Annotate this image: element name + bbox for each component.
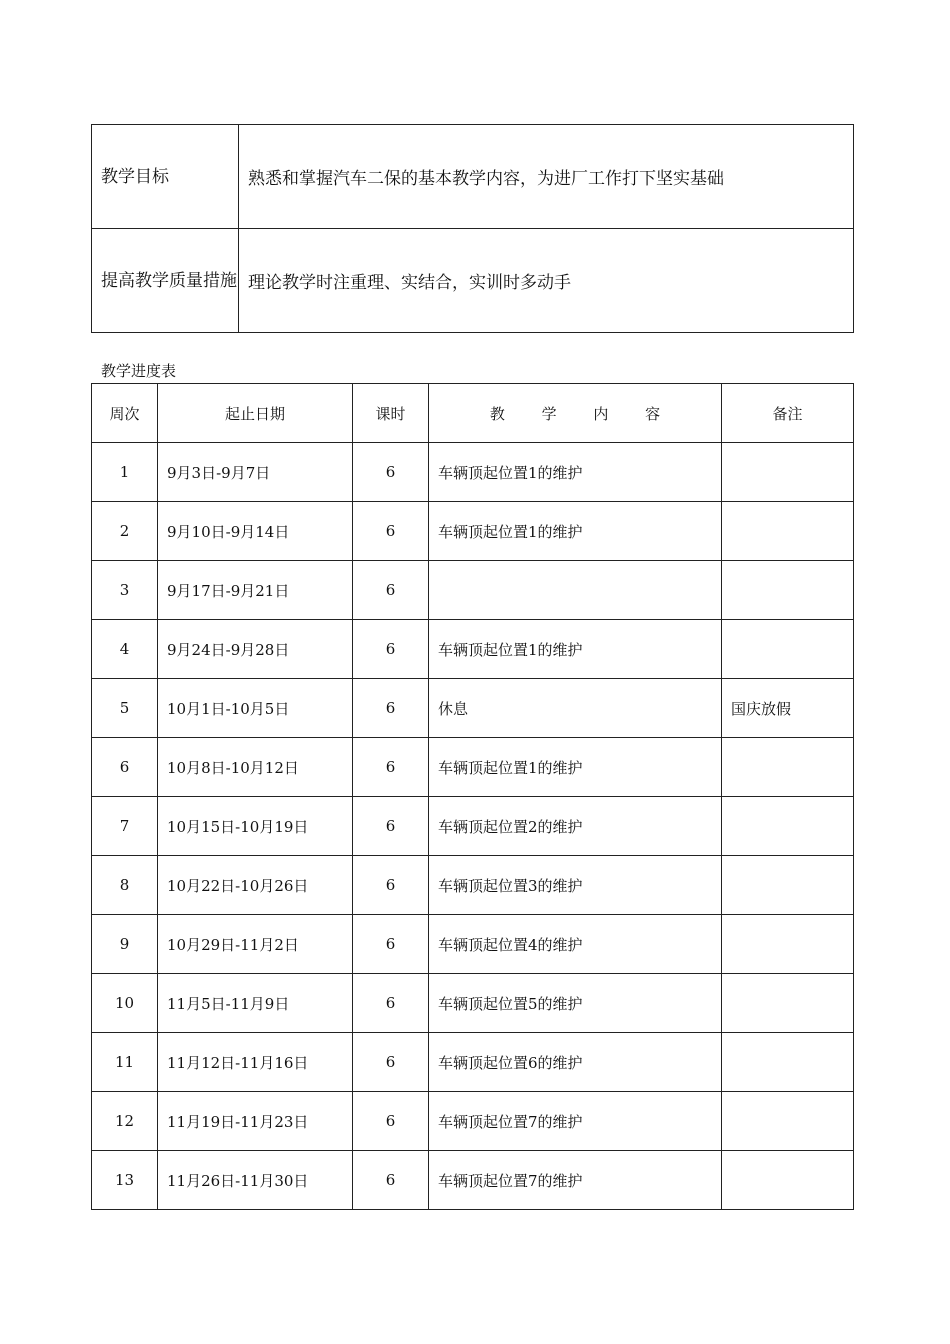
content-cell: 车辆顶起位置1的维护 xyxy=(429,443,722,502)
note-cell xyxy=(722,856,854,915)
week-cell: 4 xyxy=(92,620,158,679)
content-cell: 车辆顶起位置7的维护 xyxy=(429,1092,722,1151)
hours-cell: 6 xyxy=(353,620,429,679)
content-cell: 车辆顶起位置5的维护 xyxy=(429,974,722,1033)
hours-cell: 6 xyxy=(353,1151,429,1210)
note-cell xyxy=(722,915,854,974)
week-cell: 11 xyxy=(92,1033,158,1092)
dates-cell: 11月12日-11月16日 xyxy=(158,1033,353,1092)
header-week: 周次 xyxy=(92,384,158,443)
quality-measures-label: 提高教学质量措施 xyxy=(92,229,239,333)
note-cell xyxy=(722,1151,854,1210)
schedule-table-body xyxy=(92,384,854,1210)
hours-cell: 6 xyxy=(353,856,429,915)
schedule-row xyxy=(92,1033,854,1092)
hours-cell: 6 xyxy=(353,561,429,620)
week-cell: 1 xyxy=(92,443,158,502)
week-cell: 7 xyxy=(92,797,158,856)
dates-cell: 10月29日-11月2日 xyxy=(158,915,353,974)
content-cell: 车辆顶起位置1的维护 xyxy=(429,502,722,561)
schedule-row xyxy=(92,502,854,561)
dates-cell: 11月19日-11月23日 xyxy=(158,1092,353,1151)
note-cell xyxy=(722,738,854,797)
goals-row-quality-measures xyxy=(92,229,854,333)
goals-table-body xyxy=(92,125,854,333)
objective-value: 熟悉和掌握汽车二保的基本教学内容，为进厂工作打下坚实基础 xyxy=(239,125,854,229)
hours-cell: 6 xyxy=(353,797,429,856)
hours-cell: 6 xyxy=(353,679,429,738)
content-cell xyxy=(429,561,722,620)
note-cell xyxy=(722,974,854,1033)
header-hours: 课时 xyxy=(353,384,429,443)
content-cell: 车辆顶起位置1的维护 xyxy=(429,620,722,679)
week-cell: 12 xyxy=(92,1092,158,1151)
dates-cell: 9月3日-9月7日 xyxy=(158,443,353,502)
note-cell xyxy=(722,1033,854,1092)
hours-cell: 6 xyxy=(353,502,429,561)
hours-cell: 6 xyxy=(353,443,429,502)
content-cell: 车辆顶起位置7的维护 xyxy=(429,1151,722,1210)
schedule-row xyxy=(92,738,854,797)
content-cell: 车辆顶起位置6的维护 xyxy=(429,1033,722,1092)
dates-cell: 9月24日-9月28日 xyxy=(158,620,353,679)
schedule-title: 教学进度表 xyxy=(101,362,177,380)
content-cell: 车辆顶起位置1的维护 xyxy=(429,738,722,797)
dates-cell: 11月26日-11月30日 xyxy=(158,1151,353,1210)
dates-cell: 10月1日-10月5日 xyxy=(158,679,353,738)
header-content: 教 学 内 容 xyxy=(429,384,722,443)
dates-cell: 10月15日-10月19日 xyxy=(158,797,353,856)
schedule-row xyxy=(92,1151,854,1210)
quality-measures-value: 理论教学时注重理、实结合，实训时多动手 xyxy=(239,229,854,333)
schedule-row xyxy=(92,1092,854,1151)
dates-cell: 9月17日-9月21日 xyxy=(158,561,353,620)
schedule-row xyxy=(92,620,854,679)
hours-cell: 6 xyxy=(353,1092,429,1151)
dates-cell: 10月22日-10月26日 xyxy=(158,856,353,915)
note-cell xyxy=(722,502,854,561)
content-cell: 车辆顶起位置4的维护 xyxy=(429,915,722,974)
schedule-header-row xyxy=(92,384,854,443)
week-cell: 2 xyxy=(92,502,158,561)
hours-cell: 6 xyxy=(353,1033,429,1092)
schedule-row xyxy=(92,915,854,974)
note-cell xyxy=(722,561,854,620)
schedule-row xyxy=(92,797,854,856)
schedule-row xyxy=(92,856,854,915)
week-cell: 6 xyxy=(92,738,158,797)
week-cell: 9 xyxy=(92,915,158,974)
note-cell xyxy=(722,797,854,856)
note-cell: 国庆放假 xyxy=(722,679,854,738)
dates-cell: 9月10日-9月14日 xyxy=(158,502,353,561)
schedule-row xyxy=(92,679,854,738)
header-note: 备注 xyxy=(722,384,854,443)
content-cell: 车辆顶起位置2的维护 xyxy=(429,797,722,856)
hours-cell: 6 xyxy=(353,915,429,974)
hours-cell: 6 xyxy=(353,974,429,1033)
note-cell xyxy=(722,443,854,502)
dates-cell: 10月8日-10月12日 xyxy=(158,738,353,797)
schedule-row xyxy=(92,561,854,620)
week-cell: 3 xyxy=(92,561,158,620)
content-cell: 车辆顶起位置3的维护 xyxy=(429,856,722,915)
content-cell: 休息 xyxy=(429,679,722,738)
header-dates: 起止日期 xyxy=(158,384,353,443)
hours-cell: 6 xyxy=(353,738,429,797)
teaching-schedule-table xyxy=(91,383,854,1210)
note-cell xyxy=(722,1092,854,1151)
schedule-row xyxy=(92,443,854,502)
week-cell: 10 xyxy=(92,974,158,1033)
week-cell: 13 xyxy=(92,1151,158,1210)
note-cell xyxy=(722,620,854,679)
week-cell: 5 xyxy=(92,679,158,738)
week-cell: 8 xyxy=(92,856,158,915)
dates-cell: 11月5日-11月9日 xyxy=(158,974,353,1033)
teaching-goals-table xyxy=(91,124,854,333)
schedule-row xyxy=(92,974,854,1033)
goals-row-objective xyxy=(92,125,854,229)
objective-label: 教学目标 xyxy=(92,125,239,229)
